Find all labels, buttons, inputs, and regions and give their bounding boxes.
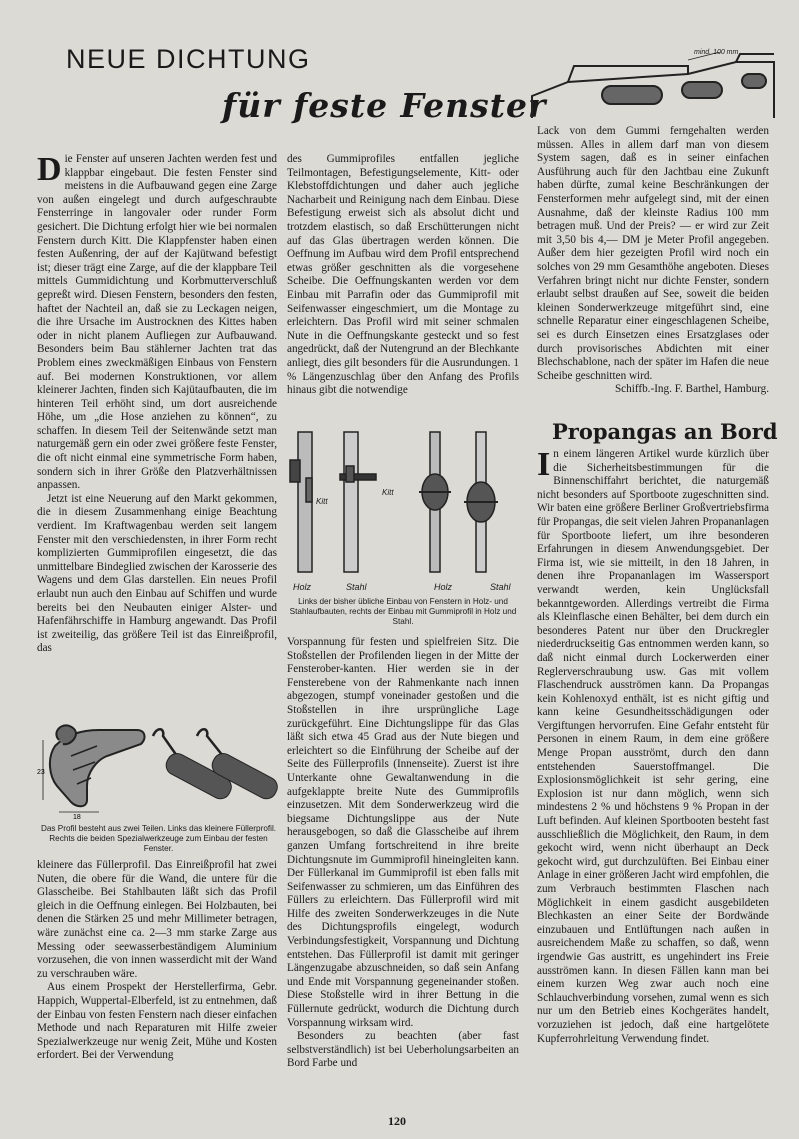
article-headline: NEUE DICHTUNG xyxy=(66,44,311,74)
page-number: 120 xyxy=(388,1114,406,1128)
paragraph: des Gummiprofiles entfallen jegliche Teilmontagen, Befestigungselemente, Kitt- oder Klebstoffdichtungen und daher auch jegliche Nacharbeit und Reinigung nach dem Einbau. Diese Befestigung erweist sich als absolut dicht und trotzdem elastisch, so daß Erschütterungen nicht auf das Glas übertragen werden können. Die Oeffnung im Aufbau wird dem Profil entsprechend etwas größer geschnitten als die vorgesehene Scheibe. Die Oeffnungskanten werden vor dem Einbau mit Parrafin oder das Gummiprofil mit Seifenwasser eingeschmiert, um die Montage zu erleichtern. Das Profil wird mit seiner schmalen Nute in die Oeffnungskante gesteckt und so fest angedrückt, daß der Nutengrund an der Blechkante anliegt, dies gilt besonders für die Ausrundungen. 1 % Längenzuschlag über den Anfang des Profils hinaus gibt die notwendige xyxy=(287,153,519,397)
column-2-lower xyxy=(287,636,519,1071)
column-2-upper xyxy=(287,153,519,398)
column-3-article xyxy=(537,125,769,397)
boat-sketch-label: mind. 100 mm xyxy=(694,49,739,56)
wood-kitt-section xyxy=(290,432,312,572)
wood-gummi-section xyxy=(419,432,451,572)
profile-tools-figure xyxy=(37,716,279,820)
paragraph-text: n einem längeren Artikel wurde kürzlich über die Sicherheitsbestimmungen für die Binnenschiffahrt berichtet, die naturgemäß nicht besonders auf Sportboote zugeschnitten sind. Wir baten eine größere Berliner Großvertriebsfirma für Propangas, die seit vielen Jahren Propananlagen für Sportboote liefert, um ihre besonderen Erfahrungen in diesem Anwendungsgebiet. Der Firma ist, wie sie mitteilt, in den 18 Jahren, in denen ihre Propananlagen im Wassersport verwandt werden, kein Unglücksfall bekanntgeworden. Allerdings vertreibt die Firma als Kleinflasche einen Behälter, bei dem durch ein besonderes Patent nur über den Druckregler niederdruckseitig Gas entnommen werden kann, so daß nicht einmal durch Lockerwerden einer Reglerverschraubung usw. Gas mit vollem Flaschendruck ausströmen kann. Da Propangas kein Kohlenoxyd enthält, ist es nicht giftig und kann keine Gesundheitsschädigungen oder Vergiftungen hervorrufen. Eine Gefahr entsteht für Personen in einem Raum, in dem eine größere Menge Propan ausströmt, durch den dann entstehenden Sauerstoffmangel. Die Explosionsmöglichkeit ist sehr gering, eine Explosion ist nur dann möglich, wenn sich mindestens 2 % und höchstens 9 % Propan in der Luft befinden. Auf kleinen Sportbooten besteht fast ausschließlich die Möglichkeit, den Raum, in dem gekocht wird, wenn nicht überhaupt an Deck gekocht wird, gut durchzulüften. Bei Einbau einer Anlage in einer größeren Jacht wird empfohlen, die zum Verbrauch bestimmten Flaschen nach Möglichkeit in einem gasdicht ausgebildeten Blechkasten an einer Seite der Bordwände einzubauen und Entlüftungen nach außen in ausreichendem Maße zu schaffen, so daß, wenn irgendwie Gas austritt, es ungehindert ins Freie ausströmen kann. In diesen Fällen kann man bei einem kurzen Weg zwar auch noch eine Schlauchverbindung vorsehen, zumal wenn es sich nur um den Betrieb eines Kochgerätes handelt, vorzuziehen ist jedoch, daß eine hartgelötete Kupferrohrleitung Verwendung findet. xyxy=(537,448,769,1045)
boat-window-sketch xyxy=(528,52,778,122)
paragraph: Besonders zu beachten (aber fast selbstverständlich) ist bei Ueberholungsarbeiten an Bord Farbe und xyxy=(287,1030,519,1070)
fig-label-holz-1: Holz xyxy=(293,582,312,592)
profile-cross-section xyxy=(50,725,145,806)
steel-kitt-section xyxy=(340,432,376,572)
drop-cap: D xyxy=(37,151,62,188)
column-1-lower xyxy=(37,859,277,1063)
propan-article-title: Propangas an Bord xyxy=(552,419,778,444)
paragraph: Vorspannung für festen und spielfreien Sitz. Die Stoßstellen der Profilenden liegen in der Mitte der Fensterober-kanten. Hier werden sie in der Fensterebene von der Rahmenkante nach innen abgezogen, stumpf voneinader gestoßen und die Stoßstellen in ihre ursprüngliche Lage zurückgeführt. Eine Dichtungslippe für das Glas läßt sich etwa 45 Grad aus der Nute biegen und erleichtert so die Einführung der Scheibe auf der Seite des Füllerprofils (Innenseite). Zuerst ist ihre Unterkante ohne Gewaltanwendung in die aufgeklappte breite Nute des Gummiprofils einzusetzen. Mit dem Sonderwerkzeug wird die biegsame Dichtungslippe aus der Nute herausgebogen, so daß die Glasscheibe auf ihrem ganzen Umfang fortschreitend in ihre breite Dichtungsnute im Gummiprofil hineingleiten kann. Der Füllerkanal im Gummiprofil ist eben falls mit Seifenwasser zu schmieren, um das Einführen des Füllers zu erleichtern. Das Füllerprofil wird mit Hilfe des zweiten Sonderwerkzeuges in die Nute des Dichtungsprofils eingelegt, wodurch Verbindungsfestigkeit, Vorspannung und Dichtung entstehen. Das Füllerprofil ist damit mit geringer Längenzugabe abzuschneiden, so daß sein Anfang und Ende mit Vorspannung gegeneinander stoßen. Diese Stoßstelle wird in ihrer Bettung in die Füllernute gedrückt, wodurch die Dichtung durch Vorspannung wirksam wird. xyxy=(287,636,519,1029)
mounting-figure-caption: Links der bisher übliche Einbau von Fenstern in Holz- und Stahlaufbauten, rechts der Einbau mit Gummiprofil in Holz und Stahl. xyxy=(289,597,517,626)
fig-label-kitt-2: Kitt xyxy=(382,488,394,497)
paragraph xyxy=(537,448,769,1046)
steel-gummi-section xyxy=(464,432,498,572)
paragraph: Jetzt ist eine Neuerung auf den Markt gekommen, die in diesem Zusammenhang einige Beachtung verdient. Im Kraftwagenbau werden seit langem Fenster mit den verschiedensten, in ihrer Form recht komplizierten Gummiprofilen eingesetzt, die das unmittelbare Bindeglied zwischen der Karosserie des Wagens und dem Glas darstellen. Ein neues Profil erlaubt nun auch den Einbau auf Schiffen und wurde bereits bei den Neubauten einiger Alster- und Hafenfährschiffe in Hamburg angewandt. Das Profil ist zweiteilig, das größere Teil ist das Einreißprofil, das xyxy=(37,492,277,655)
article-subhead: für feste Fenster xyxy=(222,86,547,125)
drop-cap: I xyxy=(537,446,551,483)
author-signature: Schiffb.-Ing. F. Barthel, Hamburg. xyxy=(614,383,769,396)
fig-label-stahl-1: Stahl xyxy=(346,582,367,592)
paragraph-text: ie Fenster auf unseren Jachten werden fest und klappbar eingebaut. Die festen Fenster sind meistens in die Aufbauwand gegen eine Zarge von außen eingelegt und durch aufgeschraubte Fensterringe in langovaler oder runder Form gesichert. Die Dichtung erfolgt hier wie bei normalen Fenstern durch Kitt. Die Klappfenster haben einen festen Außenring, der auf der Kajütwand befestigt ist; dieser trägt eine Zarge, auf die der klappbare Teil mittels Gummidichtung und Korbmutterverschluß gepreßt wird. Diesen Fenstern, besonders den festen, haftet der Nachteil an, daß sie zu Leckagen neigen, die ihre Ursache im Austrocknen des Kittes haben oder in nicht planem Aufliegen zur Aufbauwand. Besonders beim Bau stählerner Jachten trat das Problem eines zweckmäßigen Einbaus von Fenstern auf. Bei modernen Konstruktionen, vor allem kleinerer Jachten, finden sich Kajütaufbauten, die im hinteren Teil erhöht sind, um dort ausreichende Höhe, um „die Hose anziehen zu können“, zu schaffen. In diesem Teil der Seitenwände setzt man naturgemäß gern ein oder zwei größere feste Fenster, die oft nicht einmal eine symmetrische Form haben, sondern sich in ihrer Größe den Platzverhältnissen anpassen. xyxy=(37,153,277,492)
paragraph: Aus einem Prospekt der Herstellerfirma, Gebr. Happich, Wuppertal-Elberfeld, ist zu entnehmen, daß der Einbau von festen Fenstern nach dieser einfachen Methode und nach Reparaturen mit Hilfe zweier Spezialwerkzeuge nur wenig Zeit, Mühe und Kosten erfordert. Bei der Verwendung xyxy=(37,981,277,1062)
profile-figure-caption: Das Profil besteht aus zwei Teilen. Links das kleinere Füllerprofil. Rechts die beiden Spezialwerkzeuge zum Einbau der festen Fenster. xyxy=(40,824,277,853)
paragraph xyxy=(37,153,277,493)
fig-label-holz-2: Holz xyxy=(434,582,453,592)
paragraph: Lack von dem Gummi ferngehalten werden müssen. Alles in allem darf man von diesem System sagen, daß es in seiner einfachen Ausführung auch für den Jachtbau eine Zukunft haben dürfte, zumal keine Beschränkungen der Fensterformen mehr aufgelegt sind, mit der einen Ausnahme, daß der kleinste Radius 100 mm betragen muß. Und der Preis? — er wird zur Zeit mit 3,50 bis 4,— DM je Meter Profil angegeben. Außer dem hier gezeigten Profil wird noch ein solches von 29 mm Gesamthöhe angeboten. Dieses Verfahren bringt nicht nur dichte Fenster, sondern erlaubt selbst draußen auf See, soweit die beiden kleinen Sonderwerkzeuge mitgeführt sind, eine schnelle Reparatur einer eingeschlagenen Scheibe, sei es durch Einsetzen eines Ersatzglases oder durch provisorisches Abdichten mit einer Blechschablone, nach der später im Hafen die neue Scheibe geschnitten wird. xyxy=(537,125,769,382)
dimension-label: 23 xyxy=(37,769,45,776)
column-1-upper xyxy=(37,153,277,656)
propan-article-body xyxy=(537,448,769,1046)
fig-label-kitt-1: Kitt xyxy=(316,497,328,506)
dimension-label: 18 xyxy=(73,814,81,820)
paragraph: kleinere das Füllerprofil. Das Einreißprofil hat zwei Nuten, die obere für die Wand, die untere für die Glasscheibe. Bei Stahlbauten läßt sich das Profil gleich in die Oeffnung einlegen. Bei Holzbauten, bei denen die Stärken 25 und mehr Millimeter betragen, wäre zunächst eine ca. 2—3 mm starke Zarge aus Messing oder seewasserbeständigem Aluminium vorzusehen, die von innen wasserdicht mit der Wand zu verschrauben wäre. xyxy=(37,859,277,980)
fig-label-stahl-2: Stahl xyxy=(490,582,511,592)
